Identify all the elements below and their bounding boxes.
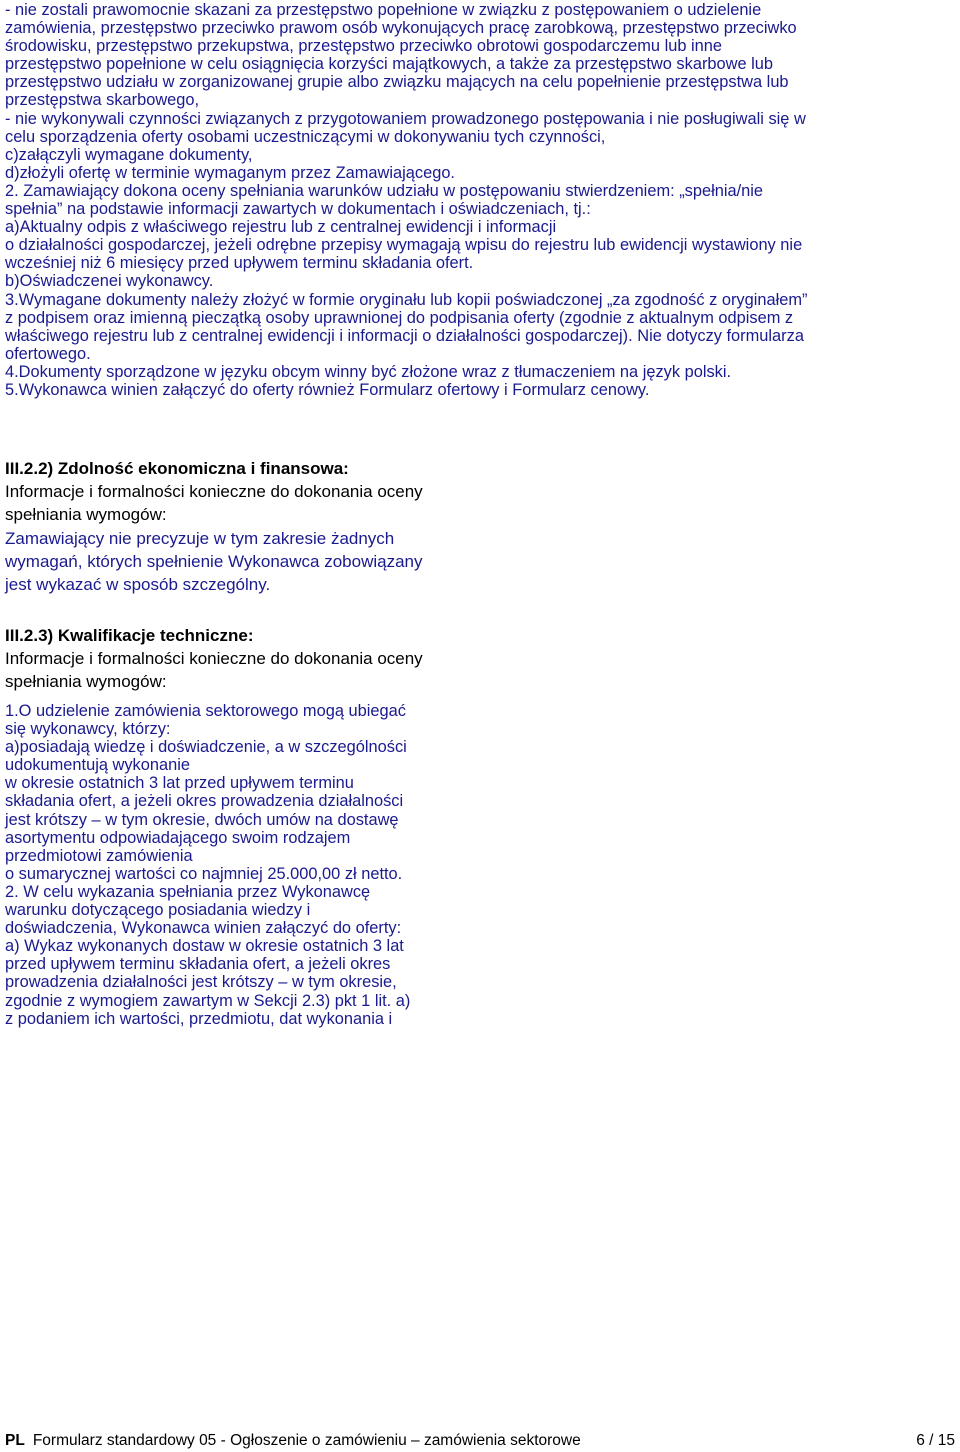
language-code: PL [5, 1432, 25, 1449]
section-body-line: przed upływem terminu składania ofert, a jeżeli okres [5, 955, 391, 974]
text-line: z podpisem oraz imienną pieczątką osoby uprawnionej do podpisania oferty (zgodnie z aktualnym odpisem z [5, 308, 794, 327]
text-line: środowisku, przestępstwo przekupstwa, przestępstwo przeciwko obrotowi gospodarczemu lub inne [5, 37, 722, 56]
page-footer [5, 1432, 955, 1452]
text-line: właściwego rejestru lub z centralnej ewidencji i informacji o działalności gospodarczej). Nie dotyczy formularza [5, 326, 804, 345]
section-body-line: a) Wykaz wykonanych dostaw w okresie ostatnich 3 lat [5, 937, 404, 956]
text-line: - nie wykonywali czynności związanych z przygotowaniem prowadzonego postępowania i nie posługiwali się w [5, 109, 806, 128]
text-line: przestępstwo udziału w zorganizowanej grupie albo związku mających na celu popełnienie przestępstwa lub [5, 73, 789, 92]
text-line: d)złożyli ofertę w terminie wymaganym przez Zamawiającego. [5, 163, 455, 182]
section-body-line: doświadczenia, Wykonawca winien załączyć do oferty: [5, 919, 402, 938]
info-label-line: Informacje i formalności konieczne do dokonania oceny [5, 482, 423, 502]
section-body-line: prowadzenia działalności jest krótszy – w tym okresie, [5, 973, 397, 992]
section-title: III.2.3) Kwalifikacje techniczne: [5, 626, 254, 645]
section-body-line: o sumarycznej wartości co najmniej 25.000,00 zł netto. [5, 864, 403, 883]
text-line: 4.Dokumenty sporządzone w języku obcym winny być złożone wraz z tłumaczeniem na język polski. [5, 362, 732, 381]
text-line: - nie zostali prawomocnie skazani za przestępstwo popełnione w związku z postępowaniem o udzielenie [5, 1, 762, 19]
section-body-line: przedmiotowi zamówienia [5, 846, 193, 865]
text-line: przestępstwo popełnione w celu osiągnięcia korzyści majątkowych, a także za przestępstwo skarbowe lub [5, 55, 774, 74]
text-line: a)Aktualny odpis z właściwego rejestru lub z centralnej ewidencji i informacji [5, 218, 557, 237]
text-line: 3.Wymagane dokumenty należy złożyć w formie oryginału lub kopii poświadczonej „za zgodność z oryginałem” [5, 290, 808, 309]
section-body-line: 2. W celu wykazania spełniania przez Wykonawcę [5, 882, 371, 901]
section-body-line: Zamawiający nie precyzuje w tym zakresie żadnych [5, 528, 395, 548]
text-line: spełnia” na podstawie informacji zawartych w dokumentach i oświadczeniach, tj.: [5, 200, 591, 219]
text-line: b)Oświadczenei wykonawcy. [5, 272, 214, 291]
section-body-line: w okresie ostatnich 3 lat przed upływem terminu [5, 774, 354, 793]
section-body-line: zgodnie z wymogiem zawartym w Sekcji 2.3) pkt 1 lit. a) [5, 991, 411, 1010]
text-line: 2. Zamawiający dokona oceny spełniania warunków udziału w postępowaniu stwierdzeniem: „spełnia/nie [5, 181, 764, 200]
text-line: celu sporządzenia oferty osobami uczestniczącymi w dokonywaniu tych czynności, [5, 127, 606, 146]
section-body-line: a)posiadają wiedzę i doświadczenie, a w szczególności [5, 738, 407, 757]
requirements-text-block [5, 1, 955, 399]
text-line: c)załączyli wymagane dokumenty, [5, 145, 253, 164]
section-body-line: jest krótszy – w tym okresie, dwóch umów na dostawę [5, 810, 399, 829]
page-number: 6 / 15 [916, 1432, 955, 1449]
technical-qualifications-body [5, 702, 525, 1028]
section-title: III.2.2) Zdolność ekonomiczna i finansowa: [5, 459, 349, 478]
info-label-line: Informacje i formalności konieczne do dokonania oceny [5, 649, 423, 669]
text-line: wcześniej niż 6 miesięcy przed upływem terminu składania ofert. [5, 254, 474, 273]
section-body-line: 1.O udzielenie zamówienia sektorowego mogą ubiegać [5, 702, 406, 720]
info-label-line: spełniania wymogów: [5, 505, 167, 525]
info-label-line: spełniania wymogów: [5, 672, 167, 692]
section-body-line: składania ofert, a jeżeli okres prowadzenia działalności [5, 792, 404, 811]
text-line: 5.Wykonawca winien załączyć do oferty również Formularz ofertowy i Formularz cenowy. [5, 380, 650, 399]
text-line: przestępstwa skarbowego, [5, 91, 200, 110]
section-body-line: wymagań, których spełnienie Wykonawca zobowiązany [5, 551, 423, 571]
section-body-line: udokumentują wykonanie [5, 756, 190, 775]
text-line: ofertowego. [5, 344, 91, 363]
section-body-line: asortymentu odpowiadającego swoim rodzajem [5, 828, 351, 847]
text-line: zamówienia, przestępstwo przeciwko prawom osób wykonujących pracę zarobkową, przestępstwo przeciwko [5, 19, 797, 38]
section-body-line: jest wykazać w sposób szczególny. [5, 575, 271, 595]
section-body-line: z podaniem ich wartości, przedmiotu, dat wykonania i [5, 1009, 393, 1028]
text-line: o działalności gospodarczej, jeżeli odrębne przepisy wymagają wpisu do rejestru lub ewidencji wystawiony nie [5, 236, 803, 255]
section-body-line: się wykonawcy, którzy: [5, 720, 171, 739]
section-body-line: warunku dotyczącego posiadania wiedzy i [5, 901, 311, 920]
form-title: Formularz standardowy 05 - Ogłoszenie o zamówieniu – zamówienia sektorowe [32, 1432, 581, 1449]
section-technical-qualifications [5, 624, 525, 694]
section-economic-capacity [5, 457, 525, 596]
